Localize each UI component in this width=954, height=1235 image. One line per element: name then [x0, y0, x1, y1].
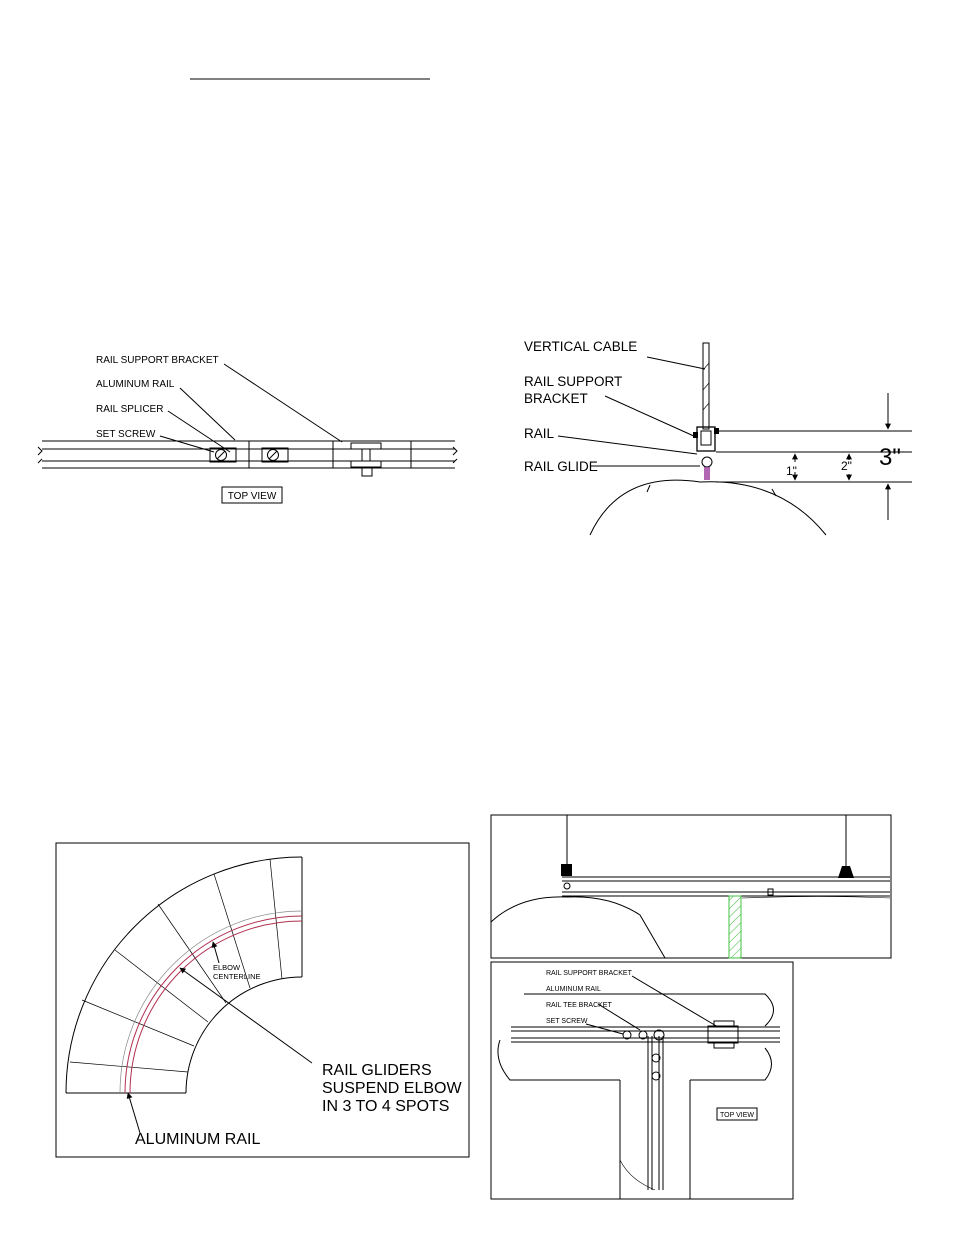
label-elbow-centerline-line2: CENTERLINE [213, 972, 261, 981]
dimension-3in: 3" [879, 444, 901, 471]
rail-side-view-panel [491, 815, 891, 958]
label-rail-splicer: RAIL SPLICER [96, 404, 164, 415]
label-rail-tee-bracket: RAIL TEE BRACKET [546, 1002, 612, 1009]
label-set-screw: SET SCREW [96, 429, 156, 440]
view-label: TOP VIEW [227, 491, 277, 502]
label-set-screw: SET SCREW [546, 1018, 588, 1025]
label-aluminum-rail: ALUMINUM RAIL [135, 1131, 261, 1148]
label-elbow-centerline-line1: ELBOW [213, 963, 241, 972]
label-vertical-cable: VERTICAL CABLE [524, 339, 638, 354]
elbow-diagram [56, 843, 469, 1157]
label-aluminum-rail: ALUMINUM RAIL [546, 986, 601, 993]
label-rail-gliders-line3: IN 3 TO 4 SPOTS [322, 1098, 450, 1115]
dimension-2in: 2" [841, 459, 852, 473]
rail-tee-top-view [491, 962, 793, 1199]
rail-splice-top-view [38, 355, 457, 503]
dimension-1in: 1" [786, 464, 797, 478]
view-label: TOP VIEW [720, 1112, 754, 1119]
label-rail-support-bracket-line2: BRACKET [524, 391, 588, 406]
rail-side-elevation [524, 339, 912, 535]
label-rail-support-bracket: RAIL SUPPORT BRACKET [96, 355, 219, 366]
label-rail-support-bracket: RAIL SUPPORT BRACKET [546, 970, 632, 977]
label-rail: RAIL [524, 426, 555, 441]
rail-glide-icon [702, 457, 712, 467]
label-aluminum-rail: ALUMINUM RAIL [96, 379, 175, 390]
label-rail-support-bracket-line1: RAIL SUPPORT [524, 374, 623, 389]
label-rail-gliders-line2: SUSPEND ELBOW [322, 1080, 462, 1097]
label-rail-glide: RAIL GLIDE [524, 459, 598, 474]
label-rail-gliders-line1: RAIL GLIDERS [322, 1062, 432, 1079]
